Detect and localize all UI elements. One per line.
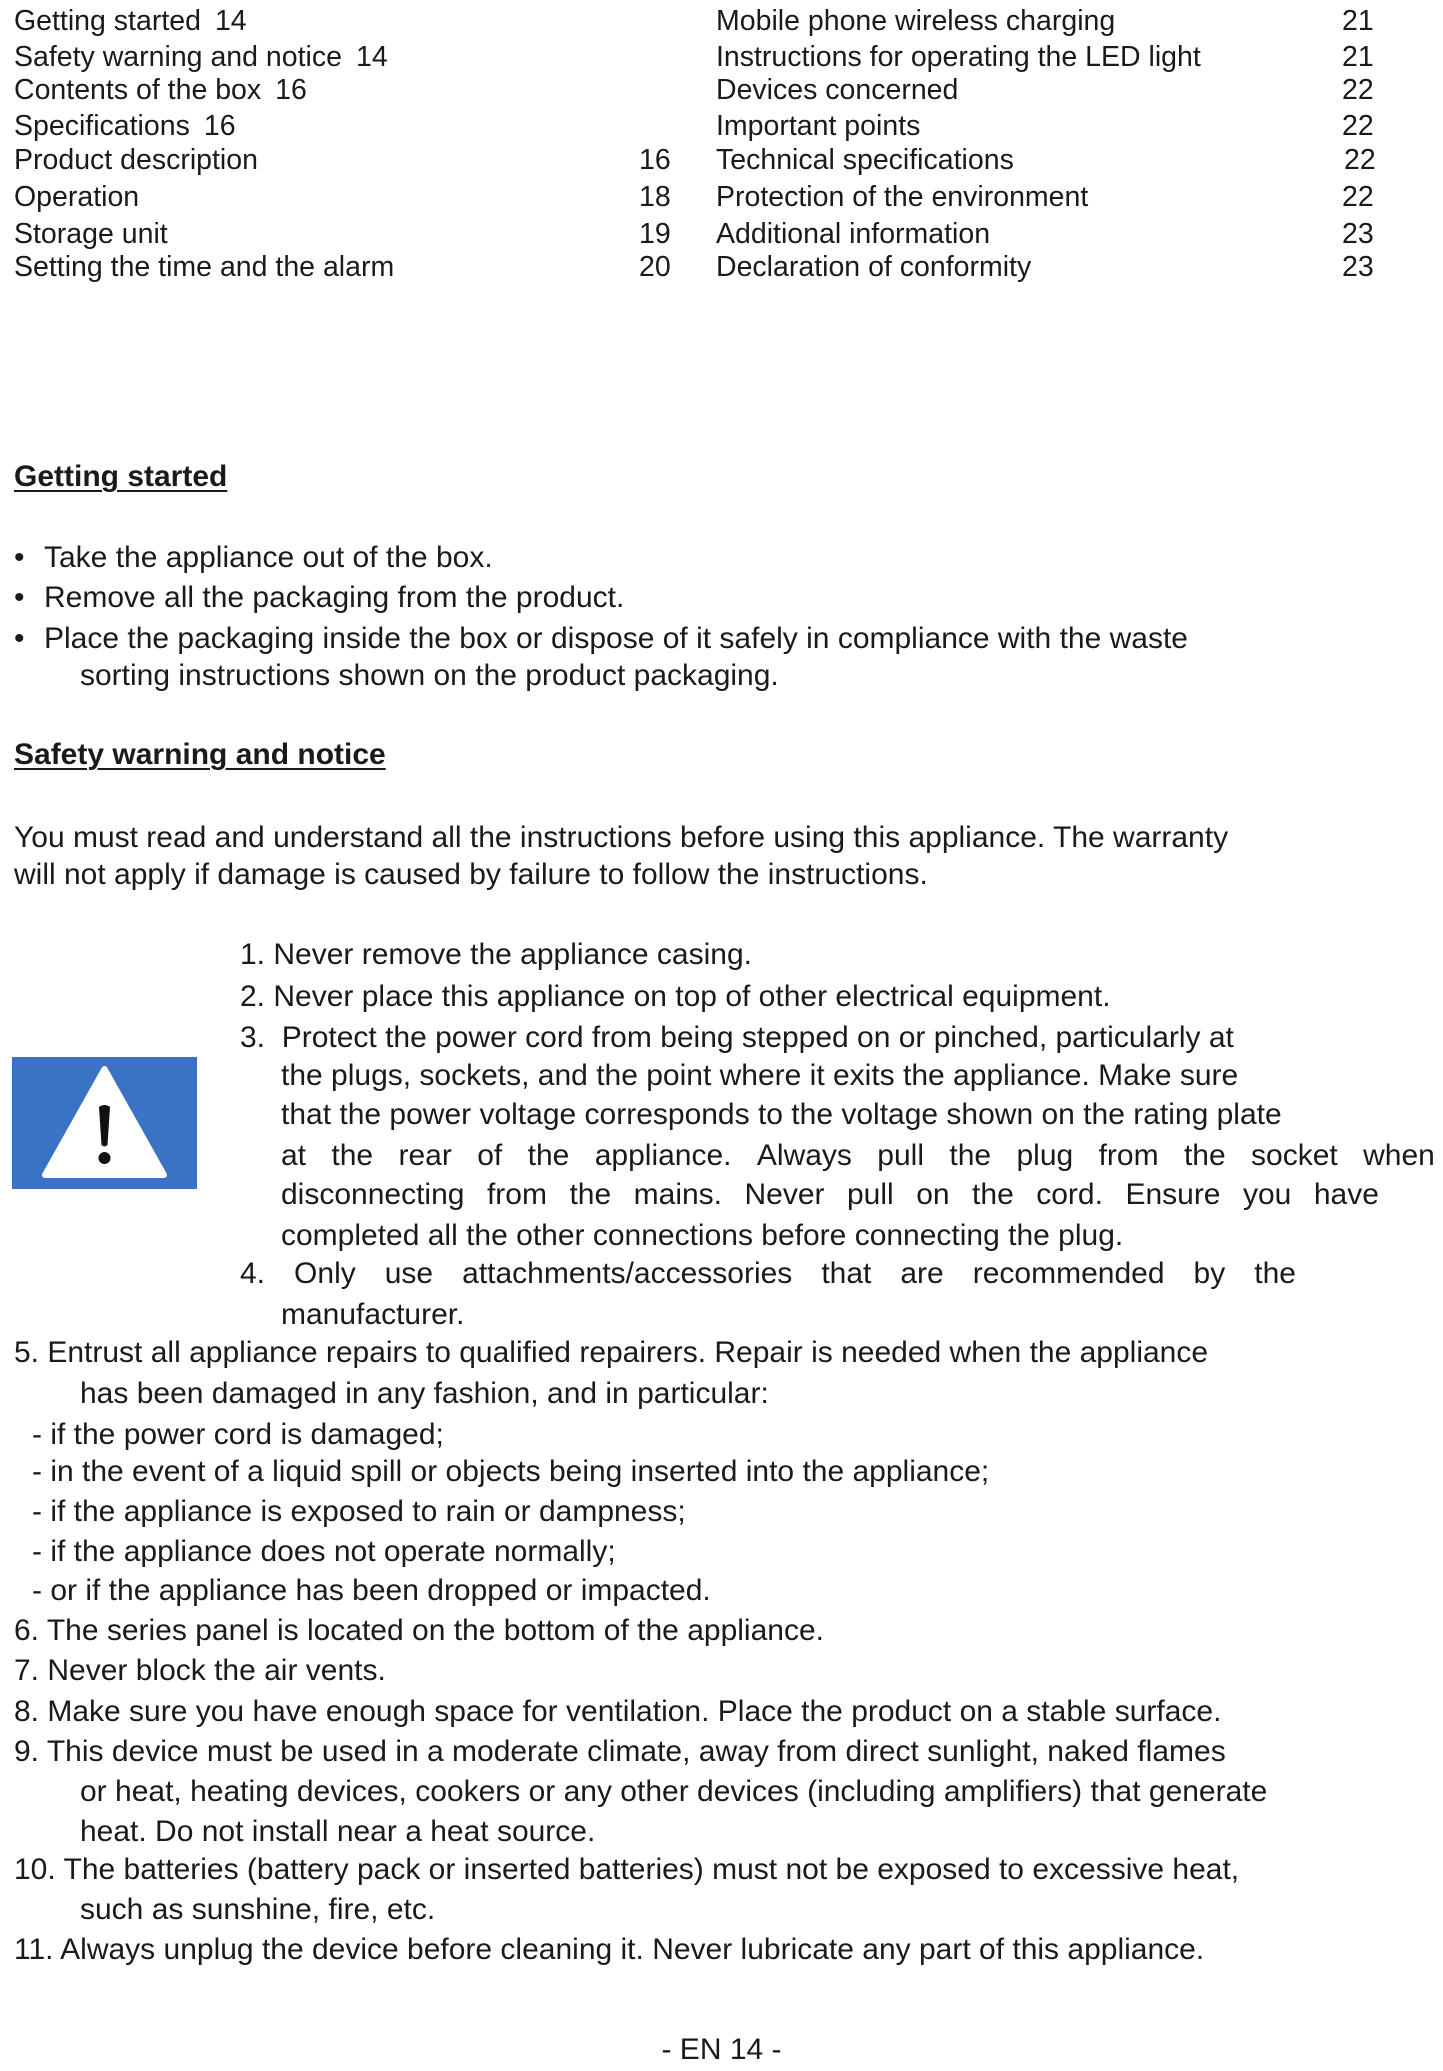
justified-word: from — [486, 1178, 547, 1211]
bullet-icon: • — [14, 622, 25, 655]
page-number-footer: - EN 14 - — [661, 2033, 782, 2066]
justified-word: pull — [877, 1139, 924, 1172]
toc-entry: Additional information 23 — [716, 218, 1374, 250]
safety-item-3-continued — [281, 1137, 1435, 1175]
safety-item-4-continued: manufacturer. — [281, 1298, 465, 1331]
justified-word: are — [900, 1257, 944, 1290]
safety-item-7: 7. Never block the air vents. — [14, 1654, 386, 1687]
safety-item-9-continued: or heat, heating devices, cookers or any other devices (including amplifiers) that generate — [80, 1775, 1268, 1808]
safety-subitem: - or if the appliance has been dropped or impacted. — [32, 1574, 711, 1607]
justified-word: have — [1313, 1178, 1379, 1211]
justified-word: of — [477, 1139, 503, 1172]
safety-intro: You must read and understand all the instructions before using this appliance. The warranty — [14, 821, 1229, 854]
safety-subitem: - if the appliance does not operate normally; — [32, 1535, 616, 1568]
safety-item-2: 2. Never place this appliance on top of other electrical equipment. — [240, 980, 1111, 1013]
toc-entry: Operation 18 — [14, 181, 671, 213]
justified-word: that — [821, 1257, 872, 1290]
justified-word: on — [916, 1178, 950, 1211]
toc-entry: Safety warning and notice 14 — [14, 41, 388, 73]
justified-word: mains. — [633, 1178, 722, 1211]
justified-word: recommended — [972, 1257, 1165, 1290]
safety-item-1: 1. Never remove the appliance casing. — [240, 938, 752, 971]
safety-item-3-continued — [281, 1176, 1379, 1214]
safety-item-10: 10. The batteries (battery pack or inserted batteries) must not be exposed to excessive heat, — [14, 1853, 1240, 1886]
safety-item-11: 11. Always unplug the device before cleaning it. Never lubricate any part of this appliance. — [14, 1933, 1205, 1966]
justified-word: Only — [294, 1257, 356, 1290]
safety-heading: Safety warning and notice — [14, 738, 386, 771]
toc-entry: Devices concerned 22 — [716, 74, 1374, 106]
safety-item-8: 8. Make sure you have enough space for ventilation. Place the product on a stable surface. — [14, 1695, 1222, 1728]
safety-item-5: 5. Entrust all appliance repairs to qualified repairers. Repair is needed when the appliance — [14, 1336, 1209, 1369]
bullet-icon: • — [14, 581, 25, 614]
toc-entry: Getting started 14 — [14, 5, 247, 37]
toc-entry: Contents of the box 16 — [14, 74, 307, 106]
safety-item-5-continued: has been damaged in any fashion, and in particular: — [80, 1377, 769, 1410]
safety-item-3: 3. Protect the power cord from being stepped on or pinched, particularly at — [240, 1021, 1234, 1054]
justified-word: at — [281, 1139, 307, 1172]
justified-word: rear — [398, 1139, 452, 1172]
justified-word: by — [1193, 1257, 1226, 1290]
justified-word: use — [384, 1257, 434, 1290]
warning-icon — [12, 1057, 197, 1189]
safety-item-3-continued: that the power voltage corresponds to the voltage shown on the rating plate — [281, 1098, 1282, 1131]
bullet-text: Take the appliance out of the box. — [44, 541, 493, 574]
justified-word: the — [949, 1139, 992, 1172]
justified-word: attachments/accessories — [462, 1257, 793, 1290]
safety-subitem: - if the appliance is exposed to rain or dampness; — [32, 1495, 686, 1528]
getting-started-heading: Getting started — [14, 460, 228, 493]
safety-item-10-continued: such as sunshine, fire, etc. — [80, 1893, 436, 1926]
justified-word: the — [1254, 1257, 1296, 1290]
justified-word: the — [1183, 1139, 1226, 1172]
safety-subitem: - if the power cord is damaged; — [32, 1418, 444, 1451]
justified-word: when — [1363, 1139, 1435, 1172]
safety-item-9-continued: heat. Do not install near a heat source. — [80, 1815, 596, 1848]
justified-word: socket — [1251, 1139, 1338, 1172]
safety-item-6: 6. The series panel is located on the bottom of the appliance. — [14, 1614, 824, 1647]
toc-entry: Product description 16 — [14, 144, 671, 176]
toc-entry: Protection of the environment 22 — [716, 181, 1374, 213]
bullet-text-continued: sorting instructions shown on the product packaging. — [80, 659, 779, 692]
safety-item-3-continued: the plugs, sockets, and the point where it exits the appliance. Make sure — [281, 1059, 1239, 1092]
toc-entry: Instructions for operating the LED light 21 — [716, 41, 1374, 73]
toc-entry: Important points 22 — [716, 110, 1374, 142]
safety-intro: will not apply if damage is caused by failure to follow the instructions. — [14, 858, 928, 891]
toc-entry: Storage unit 19 — [14, 218, 671, 250]
justified-word: Always — [756, 1139, 852, 1172]
bullet-icon: • — [14, 541, 25, 574]
justified-word: the — [972, 1178, 1014, 1211]
justified-word: disconnecting — [281, 1178, 465, 1211]
toc-entry: Specifications 16 — [14, 110, 236, 142]
justified-word: you — [1242, 1178, 1292, 1211]
safety-item-4: 4. Only use attachments/accessories that are recommended by the — [240, 1255, 1296, 1293]
justified-word: cord. — [1036, 1178, 1103, 1211]
justified-word: Ensure — [1125, 1178, 1221, 1211]
safety-subitem: - in the event of a liquid spill or objects being inserted into the appliance; — [32, 1455, 990, 1488]
justified-word: the — [331, 1139, 374, 1172]
toc-entry: Declaration of conformity 23 — [716, 251, 1374, 283]
toc-entry: Mobile phone wireless charging 21 — [716, 5, 1374, 37]
bullet-text: Remove all the packaging from the product. — [44, 581, 625, 614]
justified-word: from — [1098, 1139, 1159, 1172]
justified-word: plug — [1016, 1139, 1074, 1172]
safety-item-3-continued: completed all the other connections before connecting the plug. — [281, 1219, 1124, 1252]
justified-word: pull — [847, 1178, 894, 1211]
justified-word: appliance. — [594, 1139, 732, 1172]
toc-entry: Technical specifications 22 — [716, 144, 1376, 176]
bullet-text: Place the packaging inside the box or dispose of it safely in compliance with the waste — [44, 622, 1188, 655]
justified-word: Never — [744, 1178, 825, 1211]
justified-word: the — [569, 1178, 612, 1211]
safety-item-9: 9. This device must be used in a moderate climate, away from direct sunlight, naked flames — [14, 1735, 1226, 1768]
toc-entry: Setting the time and the alarm 20 — [14, 251, 671, 283]
justified-word: the — [527, 1139, 570, 1172]
